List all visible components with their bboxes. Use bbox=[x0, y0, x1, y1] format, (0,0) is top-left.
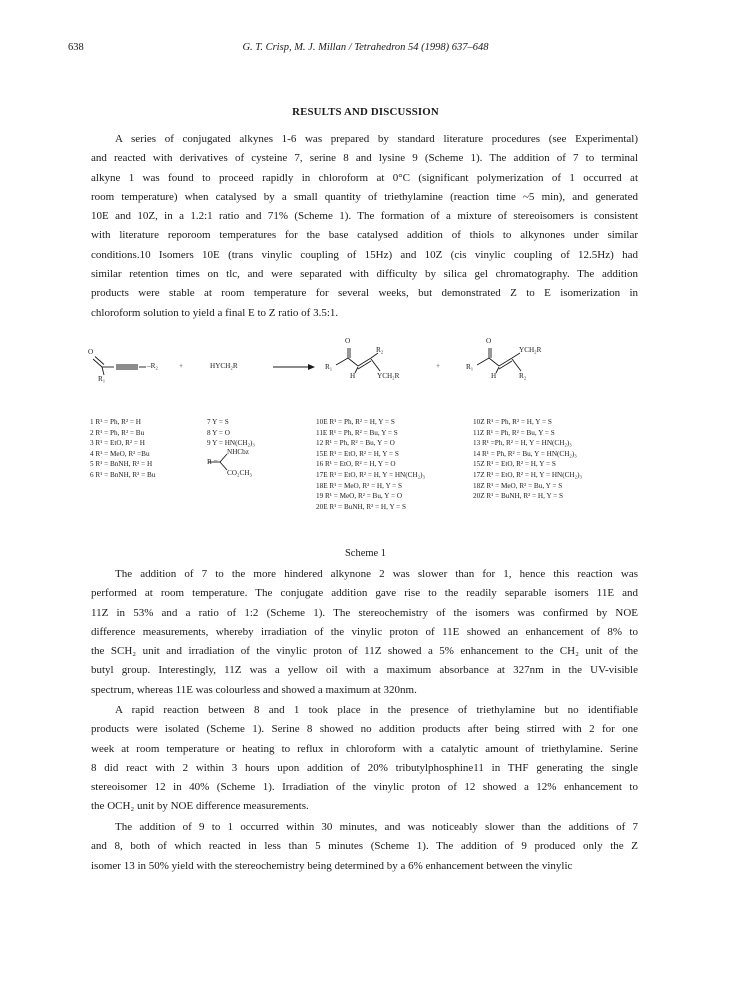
e-isomer-entry: 18E R¹ = MeO, R² = H, Y = S bbox=[316, 481, 403, 490]
nucleophile-entry: 7 Y = S bbox=[207, 418, 229, 426]
alkynone-r1-bond bbox=[102, 367, 104, 375]
text-line: products were stable at room temperature for several weeks, but demonstrated Z to E isomerization in bbox=[91, 287, 638, 300]
text-line: spectrum, whereas 11E was colourless and showed a maximum at 320nm. bbox=[91, 683, 417, 696]
e-isomer-list bbox=[316, 417, 425, 512]
nucleophile-entry: 8 Y = O bbox=[207, 428, 230, 437]
page-number: 638 bbox=[68, 42, 84, 53]
z-h-bond bbox=[496, 367, 499, 373]
e-o: O bbox=[345, 337, 351, 345]
text-line: products were isolated (Scheme 1). Serine 8 showed no addition products after being stirred with 2 for one bbox=[91, 723, 638, 736]
e-isomer-entry: 19 R¹ = MeO, R² = Bu, Y = O bbox=[316, 492, 403, 501]
alkynone-r1: R₁ bbox=[98, 375, 106, 383]
z-isomer-entry: 14 R¹ = Ph, R² = Bu, Y = HN(CH₂)₃ bbox=[473, 449, 577, 458]
alkynone-co-bond-1 bbox=[93, 359, 102, 367]
alkyne-entry: 5 R¹ = BnNH, R² = H bbox=[90, 460, 153, 469]
text-line: with literature reporoom temperatures for the base catalysed addition of thiols to alkynones under similar bbox=[91, 229, 638, 242]
paragraph-4 bbox=[91, 818, 638, 876]
z-r1-bond bbox=[477, 358, 489, 365]
z-r2-bond bbox=[512, 359, 521, 371]
text-line: week at room temperature or heating to reflux in chloroform with a catalytic amount of triethylamine. Serine bbox=[91, 742, 638, 755]
nucleophile-entry: 9 Y = HN(CH₂)₃ bbox=[207, 439, 255, 448]
z-isomer-list bbox=[473, 417, 582, 502]
text-line: chloroform solution to yield a final E to Z ratio of 3.5:1. bbox=[91, 306, 339, 319]
z-r1: R₁ bbox=[466, 363, 474, 371]
text-line: A series of conjugated alkynes 1-6 was prepared by standard literature procedures (see Experimental) bbox=[115, 133, 638, 145]
paragraph-1 bbox=[91, 130, 638, 323]
z-isomer-entry: 11Z R¹ = Ph, R² = Bu, Y = S bbox=[473, 428, 555, 437]
r-group-label: R = bbox=[207, 458, 218, 466]
text-line: the SCH₂ unit and irradiation of the vinylic proton of 11Z showed a 5% enhancement to the CH₂ unit of the bbox=[91, 645, 638, 658]
text-line: The addition of 9 to 1 occurred within 30 minutes, and was noticeably slower than the additions of 7 bbox=[115, 821, 638, 833]
z-ych2r: YCH₂R bbox=[519, 346, 542, 354]
e-h: H bbox=[350, 372, 356, 380]
z-isomer-entry: 17Z R¹ = EtO, R² = H, Y = HN(CH₂)₃ bbox=[473, 470, 582, 479]
paragraph-2 bbox=[91, 565, 638, 700]
text-line: alkyne 1 was found to proceed rapidly in chloroform at 0°C (significant polymerization of 1 occurred at bbox=[91, 171, 638, 184]
text-line: 11Z in 53% and a ratio of 1:2 (Scheme 1). The stereochemistry of the isomers was confirmed by NOE bbox=[91, 606, 638, 619]
scheme-1 bbox=[88, 337, 650, 560]
r-group-nhcbz: NHCbz bbox=[227, 448, 249, 456]
section-title: RESULTS AND DISCUSSION bbox=[292, 106, 439, 118]
scheme-caption: Scheme 1 bbox=[344, 548, 387, 559]
alkyne-entry: 1 R¹ = Ph, R² = H bbox=[90, 418, 141, 426]
alkynone-r2: –R₂ bbox=[147, 362, 158, 370]
e-r2: R₂ bbox=[376, 346, 384, 354]
z-isomer-entry: 10Z R¹ = Ph, R² = H, Y = S bbox=[473, 418, 552, 426]
z-cc-bond bbox=[489, 358, 499, 366]
e-isomer-entry: 12 R¹ = Ph, R² = Bu, Y = O bbox=[316, 439, 395, 448]
alkyne-entry: 6 R¹ = BnNH, R² = Bu bbox=[90, 470, 156, 479]
text-line: stereoisomer 12 in 40% (Scheme 1). Irradiation of the vinylic proton of 12 showed a 12% enhancement to bbox=[91, 781, 638, 794]
text-line: the OCH₂ unit by NOE difference measurements. bbox=[91, 800, 309, 813]
alkynone-o: O bbox=[88, 348, 94, 356]
plus-sign-1: + bbox=[179, 362, 184, 370]
e-r1: R₁ bbox=[325, 363, 333, 371]
e-cc-bond bbox=[348, 358, 358, 366]
page-header bbox=[68, 42, 663, 60]
z-isomer-entry: 20Z R¹ = BuNH, R² = H, Y = S bbox=[473, 492, 564, 501]
r-group-co2ch3-bond bbox=[220, 462, 227, 470]
alkynone-co-bond-2 bbox=[95, 357, 104, 365]
text-line: similar retention times on tlc, and were separated with difficulty by silica gel chromatography. The addition bbox=[91, 268, 638, 281]
nucleophile-list bbox=[207, 417, 255, 449]
text-line: conditions.10 Isomers 10E (trans vinylic coupling of 15Hz) and 10Z (cis vinylic coupling of 12.5Hz) had bbox=[91, 248, 638, 261]
e-isomer-entry: 11E R¹ = Ph, R² = Bu, Y = S bbox=[316, 428, 398, 437]
text-line: isomer 13 in 50% yield with the stereochemistry being determined by a 6% enhancement between the vinylic bbox=[91, 859, 573, 872]
text-line: performed at room temperature. The conjugate addition gave rise to the readily separable isomers 11E and bbox=[91, 587, 638, 600]
z-h: H bbox=[491, 372, 497, 380]
alkyne-entry: 2 R¹ = Ph, R² = Bu bbox=[90, 428, 145, 437]
e-ych2r-bond bbox=[371, 359, 380, 371]
text-line: and 8, both of which reacted in less than 5 minutes (Scheme 1). The addition of 9 produced only the Z bbox=[91, 840, 638, 853]
running-head: G. T. Crisp, M. J. Millan / Tetrahedron 54 (1998) 637–648 bbox=[242, 42, 489, 53]
e-ych2r: YCH₂R bbox=[377, 372, 400, 380]
text-line: room temperature) when catalysed by a small quantity of triethylamine (reaction time ~5 min), and generated bbox=[91, 190, 638, 203]
e-isomer-entry: 20E R¹ = BuNH, R² = H, Y = S bbox=[316, 502, 407, 511]
text-line: difference measurements, whereby irradiation of the vinylic proton of 11E showed an enhancement of 8% to bbox=[91, 625, 638, 638]
text-line: 10E and 10Z, in a 1.2:1 ratio and 71% (Scheme 1). The formation of a mixture of stereoisomers is consistent bbox=[91, 210, 638, 223]
r-group-nhcbz-bond bbox=[220, 454, 227, 462]
alkyne-entry: 3 R¹ = EtO, R² = H bbox=[90, 439, 145, 448]
text-line: A rapid reaction between 8 and 1 took place in the presence of triethylamine but no identifiable bbox=[115, 704, 638, 716]
paragraph-3 bbox=[91, 701, 638, 817]
thiol-reagent: HYCH₂R bbox=[210, 362, 238, 370]
e-isomer-entry: 16 R¹ = EtO, R² = H, Y = O bbox=[316, 460, 396, 469]
e-isomer-entry: 17E R¹ = EtO, R² = H, Y = HN(CH₂)₃ bbox=[316, 470, 425, 479]
z-isomer-entry: 13 R¹ =Ph, R² = H, Y = HN(CH₂)₃ bbox=[473, 439, 572, 448]
e-isomer-entry: 15E R¹ = EtO, R² = H, Y = S bbox=[316, 449, 399, 458]
e-h-bond bbox=[355, 367, 358, 373]
e-isomer-entry: 10E R¹ = Ph, R² = H, Y = S bbox=[316, 418, 395, 426]
plus-sign-2: + bbox=[436, 362, 441, 370]
z-isomer-entry: 15Z R¹ = EtO, R² = H, Y = S bbox=[473, 460, 556, 469]
text-line: butyl group. Interestingly, 11Z was a yellow oil with a maximum absorbance at 327nm in the UV-visible bbox=[91, 664, 638, 677]
e-r1-bond bbox=[336, 358, 348, 365]
text-line: and reacted with derivatives of cysteine 7, serine 8 and lysine 9 (Scheme 1). The addition of 7 to terminal bbox=[91, 152, 638, 165]
r-group-co2ch3: CO₂CH₃ bbox=[227, 469, 252, 477]
reaction-arrow-head bbox=[308, 364, 315, 370]
z-isomer-entry: 18Z R¹ = MeO, R² = Bu, Y = S bbox=[473, 481, 563, 490]
text-line: 8 did react with 2 within 3 hours upon addition of 20% tributylphosphine11 in THF generating the single bbox=[91, 761, 638, 774]
alkyne-list bbox=[90, 417, 155, 481]
z-o: O bbox=[486, 337, 492, 345]
z-r2: R₂ bbox=[519, 372, 527, 380]
alkyne-entry: 4 R¹ = MeO, R² =Bu bbox=[90, 449, 150, 458]
text-line: The addition of 7 to the more hindered alkynone 2 was slower than for 1, hence this reaction was bbox=[115, 568, 638, 580]
